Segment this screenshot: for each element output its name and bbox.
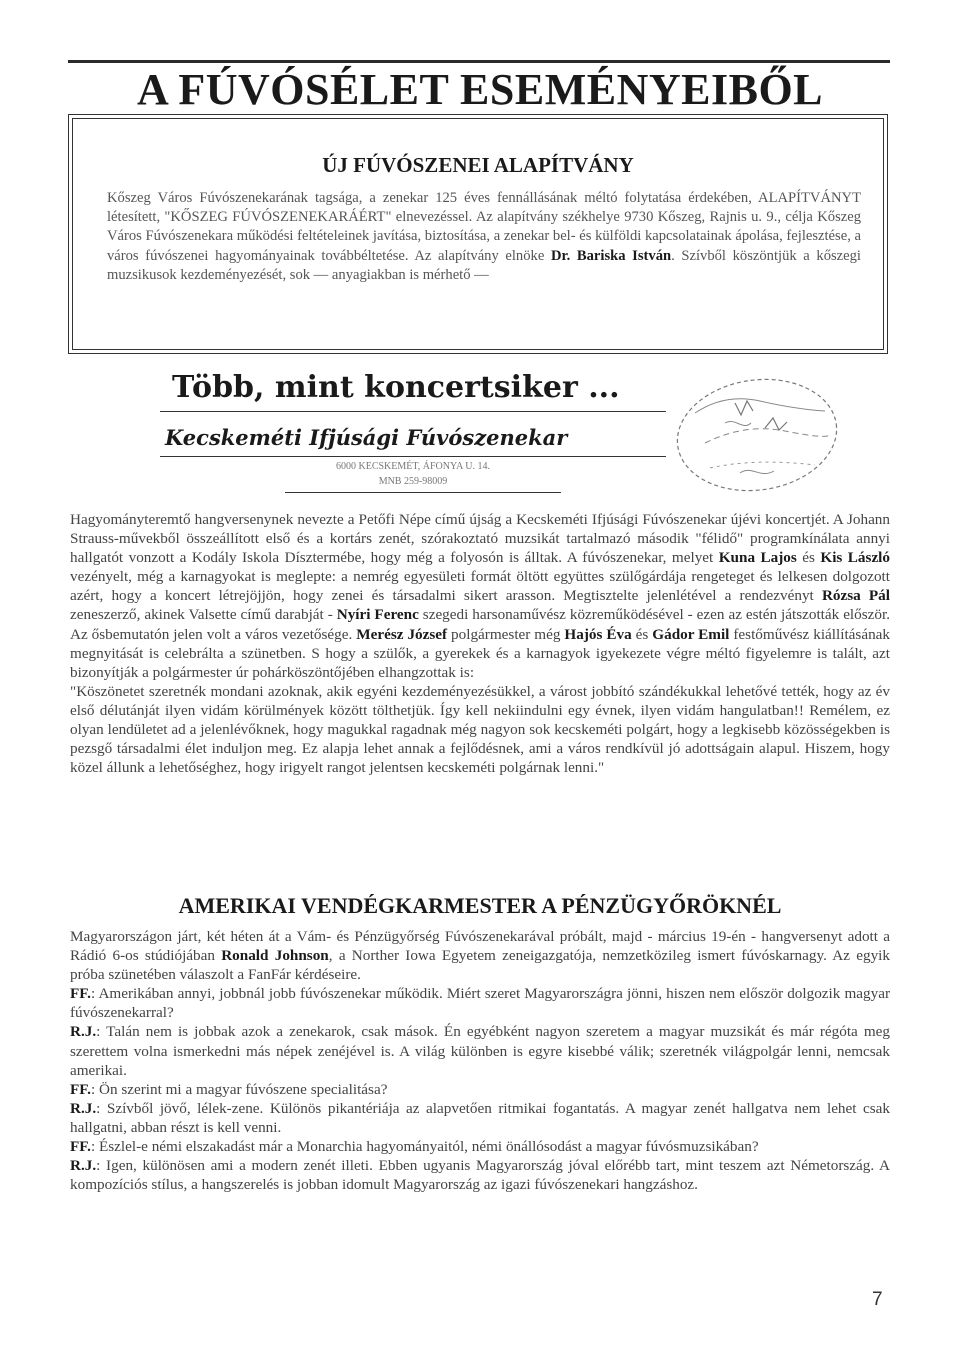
interview-answer	[70, 1022, 890, 1079]
text-run: : Észlel-e némi elszakadást már a Monarchia hagyományaitól, némi önállósodást a magyar fúvósmuzsikában?	[90, 1138, 759, 1156]
person-name: Merész József	[356, 625, 448, 643]
concert-title: Több, mint koncertsiker ...	[172, 370, 620, 405]
concert-title-rule	[160, 411, 666, 412]
band-name-rule	[160, 456, 666, 457]
page-number: 7	[872, 1289, 883, 1310]
person-name: Rózsa Pál	[821, 587, 890, 605]
speaker-label: FF.	[70, 1080, 91, 1098]
speaker-label: R.J.	[70, 1099, 97, 1117]
foundation-box-inner	[72, 118, 884, 350]
foundation-box	[68, 114, 888, 354]
foundation-heading: ÚJ FÚVÓSZENEI ALAPÍTVÁNY	[322, 153, 634, 177]
interview-answer	[70, 1156, 890, 1194]
text-run: : Szívből jövő, lélek-zene. Különös pikantériája az alapvetően ritmikai fogantatás. A magyar zenét hallgatva nem lehet csak hallgatni, abban részt is kell venni.	[70, 1099, 890, 1136]
person-name: Hajós Éva	[564, 625, 632, 643]
text-run: festőművész kiállításának megnyitását is celebrálta a szünetben. S hogy a szülők, a gyerekek és a karnagyok igyekezete végre méltó figyelemre is talált, azt bizonyítják a polgármester úr pohárköszöntőjében elhangzottak is:	[70, 625, 890, 681]
person-name: Kis László	[820, 549, 890, 567]
band-bank: MNB 259-98009	[378, 476, 448, 487]
interview-answer	[70, 1099, 890, 1137]
speaker-label: R.J.	[70, 1157, 97, 1175]
page-title: A FÚVÓSÉLET ESEMÉNYEIBŐL	[136, 65, 824, 114]
speaker-label: FF.	[70, 1138, 91, 1156]
conductor-article	[70, 927, 890, 1194]
foundation-chairman: Dr. Bariska István	[550, 247, 672, 264]
top-rule	[68, 60, 890, 63]
concert-quote-paragraph	[70, 682, 890, 777]
conductor-intro	[70, 927, 890, 984]
text-run: polgármester még	[447, 625, 565, 643]
text-run: zeneszerző, akinek Valsette című darabját -	[70, 606, 337, 624]
conductor-heading: AMERIKAI VENDÉGKARMESTER A PÉNZÜGYŐRÖKNÉL	[178, 893, 782, 918]
text-run: és	[631, 625, 653, 643]
text-run: és	[796, 549, 821, 567]
band-address: 6000 KECSKEMÉT, ÁFONYA U. 14.	[336, 461, 490, 472]
person-name: Nyíri Ferenc	[336, 606, 419, 624]
text-run: vezényelt, még a karnagyokat is meglepte: a nemrég egyesületi formát öltött együttes szülőgárdája rengeteget és lelkesen dolgozott azért, hogy a koncert létrejöjjön, hogy zenei és társadalmi sikert arasson. Megtisztelte jelenlétével a rendezvényt	[70, 568, 890, 605]
text-run: : Ön szerint mi a magyar fúvószene specialitása?	[90, 1080, 388, 1098]
speaker-label: R.J.	[70, 1023, 97, 1041]
letterhead-bottom-rule	[285, 492, 561, 493]
band-name: Kecskeméti Ifjúsági Fúvószenekar	[165, 425, 568, 450]
text-run: : Talán nem is jobbak azok a zenekarok, csak mások. Én egyébként nagyon szeretem a magyar muzsikát és már régóta meg szerettem volna ismerkedni más népek zenéjével is. A világ különben is egyre kisebbé válik; szeretnék világpolgár lenni, nemcsak amerikai.	[70, 1023, 890, 1079]
text-run: szegedi harsonaművész közreműködésével - ezen az estén játszották először. Az ősbemutatón jelen volt a város vezetősége.	[70, 606, 891, 643]
text-run: : Igen, különösen ami a modern zenét illeti. Ebben ugyanis Magyarország jóval előrébb tart, mint teszem azt Németország. A kompozíciós stílus, a hangszerelés is jobban idomult Magyarország az igazi fúvószenekari hangzáshoz.	[70, 1157, 890, 1194]
concert-article	[70, 510, 890, 777]
foundation-text-before: Kőszeg Város Fúvószenekarának tagsága, a zenekar 125 éves fennállásának méltó folytatása érdekében, ALAPÍTVÁNYT létesített, "KŐSZEG FÚVÓSZENEKARÁÉRT" elnevezéssel. Az alapítvány székhelye 9730 Kőszeg, Rajnis u. 9., célja Kőszeg Város Fúvószenekara működési feltételeinek javítása, biztosítása, a zenekar bel- és külföldi kapcsolatainak ápolása, fejlesztése, a város fúvószenei hagyományainak továbbéltetése. Az alapítvány elnöke	[107, 190, 861, 264]
concert-paragraph	[70, 510, 890, 682]
foundation-text	[107, 189, 861, 285]
person-name: Kuna Lajos	[718, 549, 797, 567]
ink-stamp-image	[665, 373, 845, 503]
interview-question	[70, 1080, 890, 1099]
interview-question	[70, 984, 890, 1022]
text-run: "Köszönetet szeretnék mondani azoknak, akik egyéni kezdeményezésükkel, a várost jobbító szándékukkal lehetővé tették, hogy az év első délutánját ilyen vidám körülmények között tölthetjük. Így kell nekiindulni egy évnek, ilyen vidám hangulatban!! Remélem, ez olyan lendületet ad a jelenlévőknek, hogy magukkal ragadnak még nagyon sok kecskeméti polgárt, hogy a legkisebb közösségekben is pezsgő társadalmi élet induljon meg. Ez alapja lehet annak a fejlődésnek, ami a város rendkívül jó adottságain alapul. Hiszem, hogy közel állunk a lehetőséghez, hogy irigyelt rangot jelentsen kecskeméti polgárnak lenni."	[70, 682, 890, 777]
text-run: Hagyományteremtő hangversenynek nevezte a Petőfi Népe című újság a Kecskeméti Ifjúsági Fúvószenekar újévi koncertjét. A Johann Strauss-művekből összeállított első és a kortárs zenét, szórakoztató muzsikát tartalmazó második "félidő" programkínálata annyi hallgatót vonzott a Kodály Iskola Dísztermébe, hogy még a folyosón is álltak. A fúvószenekar, melyet	[70, 511, 890, 567]
speaker-label: FF.	[70, 985, 91, 1003]
person-name: Ronald Johnson	[221, 947, 329, 965]
foundation-text-after: . Szívből köszöntjük a kőszegi muzsikusok kezdeményezését, sok — anyagiakban is mérhető —	[107, 247, 861, 283]
text-run: Magyarországon járt, két héten át a Vám- és Pénzügyőrség Fúvószenekarával próbált, majd - március 19-én - hangversenyt adott a Rádió 6-os stúdiójában	[70, 928, 890, 965]
text-run: : Amerikában annyi, jobbnál jobb fúvószenekar működik. Miért szeret Magyarországra jönni, hiszen nem először dolgozik magyar fúvószenekarral?	[70, 985, 890, 1022]
interview-question	[70, 1137, 890, 1156]
person-name: Gádor Emil	[652, 625, 730, 643]
text-run: , a Norther Iowa Egyetem zeneigazgatója, nemzetközileg ismert fúvóskarnagy. Az egyik próba szünetében válaszolt a FanFár kérdéseire.	[70, 947, 890, 984]
